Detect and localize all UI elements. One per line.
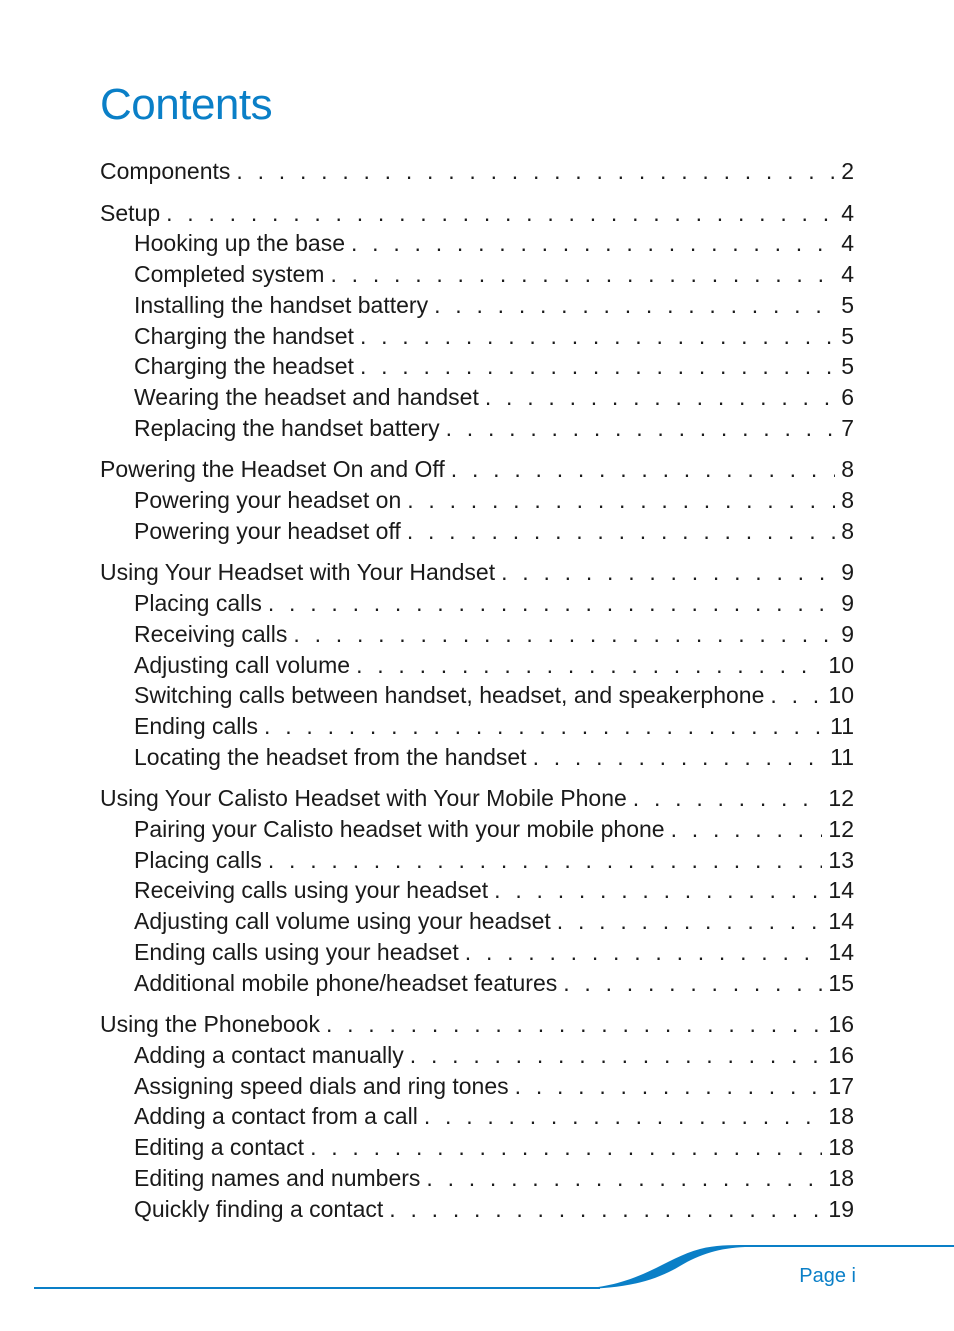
- toc-entry-label: Setup: [100, 199, 161, 226]
- toc-subentry-page: 4: [841, 261, 854, 288]
- dot-leader: [360, 351, 835, 382]
- dot-leader: [485, 382, 835, 413]
- toc-subentry[interactable]: [100, 906, 854, 937]
- dot-leader: [633, 783, 823, 814]
- toc-subentry-page: 10: [828, 682, 854, 709]
- page-number: Page i: [799, 1265, 856, 1287]
- toc-subentry-label: Switching calls between handset, headset, and speakerphone: [134, 682, 765, 709]
- dot-leader: [434, 290, 835, 321]
- toc-subentry-page: 15: [828, 969, 854, 996]
- dot-leader: [351, 228, 835, 259]
- toc-subentry-label: Completed system: [134, 261, 325, 288]
- toc-subentry-page: 18: [828, 1164, 854, 1191]
- toc-entry[interactable]: [100, 557, 854, 588]
- toc-subentry-label: Powering your headset off: [134, 517, 401, 544]
- dot-leader: [166, 198, 835, 229]
- dot-leader: [326, 1009, 822, 1040]
- dot-leader: [407, 516, 835, 547]
- toc-entry-label: Components: [100, 158, 231, 184]
- toc-entry-label: Using Your Headset with Your Handset: [100, 559, 496, 586]
- toc-subentry-label: Installing the handset battery: [134, 291, 429, 318]
- dot-leader: [268, 588, 835, 619]
- toc-subentry[interactable]: [100, 814, 854, 845]
- toc-subentry-page: 5: [841, 322, 854, 349]
- toc-subentry[interactable]: [100, 228, 854, 259]
- toc-subentry-page: 8: [841, 487, 854, 514]
- dot-leader: [410, 1040, 823, 1071]
- toc-subentry-page: 9: [841, 620, 854, 647]
- dot-leader: [236, 156, 835, 187]
- toc-subentry-page: 7: [841, 414, 854, 441]
- toc-section: [100, 454, 854, 546]
- toc-subentry-label: Editing names and numbers: [134, 1164, 421, 1191]
- toc-subentry-label: Adding a contact manually: [134, 1041, 404, 1068]
- toc-subentry[interactable]: [100, 742, 854, 773]
- toc-subentry-label: Locating the headset from the handset: [134, 743, 527, 770]
- toc-subentry-page: 18: [828, 1134, 854, 1161]
- toc-subentry-label: Assigning speed dials and ring tones: [134, 1072, 509, 1099]
- toc-subentry[interactable]: [100, 1194, 854, 1225]
- toc-subentry-page: 16: [828, 1041, 854, 1068]
- toc-subentry-label: Pairing your Calisto headset with your mobile phone: [134, 816, 665, 843]
- toc-subentry-label: Placing calls: [134, 590, 262, 617]
- toc-subentry-page: 9: [841, 590, 854, 617]
- toc-subentry-page: 19: [828, 1195, 854, 1222]
- toc-entry-label: Using Your Calisto Headset with Your Mobile Phone: [100, 785, 627, 812]
- toc-subentry-page: 5: [841, 291, 854, 318]
- toc-entry-page: 8: [841, 456, 854, 483]
- toc-subentry[interactable]: [100, 321, 854, 352]
- toc-subentry-page: 13: [828, 846, 854, 873]
- toc-subentry-label: Quickly finding a contact: [134, 1195, 384, 1222]
- toc-subentry-page: 6: [841, 383, 854, 410]
- toc-subentry[interactable]: [100, 845, 854, 876]
- dot-leader: [310, 1132, 822, 1163]
- toc-entry[interactable]: [100, 1009, 854, 1040]
- toc-subentry[interactable]: [100, 516, 854, 547]
- dot-leader: [770, 680, 822, 711]
- toc-subentry[interactable]: [100, 259, 854, 290]
- toc-entry-label: Using the Phonebook: [100, 1011, 320, 1038]
- toc-subentry-label: Charging the handset: [134, 322, 354, 349]
- dot-leader: [494, 875, 822, 906]
- toc-subentry-page: 12: [828, 816, 854, 843]
- toc-entry[interactable]: [100, 454, 854, 485]
- dot-leader: [360, 321, 835, 352]
- toc-entry-page: 16: [828, 1011, 854, 1038]
- toc-subentry-label: Replacing the handset battery: [134, 414, 440, 441]
- toc-subentry[interactable]: [100, 875, 854, 906]
- toc-subentry[interactable]: [100, 937, 854, 968]
- toc-subentry[interactable]: [100, 588, 854, 619]
- dot-leader: [426, 1163, 822, 1194]
- toc-subentry-label: Hooking up the base: [134, 230, 345, 257]
- toc-subentry-page: 11: [830, 712, 854, 739]
- toc-entry[interactable]: [100, 198, 854, 229]
- dot-leader: [557, 906, 823, 937]
- toc-subentry-label: Ending calls: [134, 712, 259, 739]
- dot-leader: [451, 454, 835, 485]
- dot-leader: [293, 619, 835, 650]
- toc-subentry-label: Editing a contact: [134, 1134, 305, 1161]
- toc-subentry-page: 11: [830, 743, 854, 770]
- dot-leader: [407, 485, 835, 516]
- dot-leader: [533, 742, 825, 773]
- toc-subentry-label: Receiving calls: [134, 620, 288, 647]
- toc-section: [100, 557, 854, 772]
- table-of-contents: [100, 156, 854, 1235]
- toc-subentry-page: 10: [828, 651, 854, 678]
- toc-subentry-label: Charging the headset: [134, 353, 354, 380]
- dot-leader: [671, 814, 823, 845]
- toc-subentry-page: 17: [828, 1072, 854, 1099]
- dot-leader: [515, 1071, 823, 1102]
- dot-leader: [268, 845, 823, 876]
- toc-subentry-label: Powering your headset on: [134, 487, 402, 514]
- toc-subentry-label: Placing calls: [134, 846, 262, 873]
- dot-leader: [356, 650, 822, 681]
- dot-leader: [465, 937, 823, 968]
- toc-subentry-page: 18: [828, 1103, 854, 1130]
- page-title: Contents: [100, 80, 273, 129]
- toc-subentry[interactable]: [100, 1040, 854, 1071]
- toc-subentry[interactable]: [100, 1101, 854, 1132]
- dot-leader: [389, 1194, 822, 1225]
- toc-subentry-page: 4: [841, 230, 854, 257]
- toc-subentry-page: 14: [828, 877, 854, 904]
- dot-leader: [330, 259, 835, 290]
- toc-subentry[interactable]: [100, 968, 854, 999]
- toc-subentry-page: 14: [828, 908, 854, 935]
- toc-subentry-page: 8: [841, 517, 854, 544]
- toc-entry-page: 4: [841, 199, 854, 226]
- dot-leader: [264, 711, 824, 742]
- toc-subentry-label: Adjusting call volume using your headset: [134, 908, 551, 935]
- toc-subentry[interactable]: [100, 711, 854, 742]
- toc-section: [100, 156, 854, 187]
- toc-subentry-label: Wearing the headset and handset: [134, 383, 479, 410]
- toc-subentry[interactable]: [100, 1132, 854, 1163]
- toc-entry-page: 2: [841, 158, 854, 184]
- dot-leader: [424, 1101, 823, 1132]
- toc-entry[interactable]: [100, 783, 854, 814]
- toc-subentry[interactable]: [100, 1071, 854, 1102]
- toc-subentry[interactable]: [100, 1163, 854, 1194]
- toc-subentry-label: Receiving calls using your headset: [134, 877, 489, 904]
- toc-section: [100, 198, 854, 444]
- dot-leader: [501, 557, 835, 588]
- toc-subentry-label: Ending calls using your headset: [134, 938, 459, 965]
- toc-section: [100, 783, 854, 998]
- toc-subentry-page: 5: [841, 353, 854, 380]
- toc-entry-page: 12: [828, 785, 854, 812]
- dot-leader: [446, 413, 836, 444]
- toc-subentry[interactable]: [100, 351, 854, 382]
- toc-subentry[interactable]: [100, 650, 854, 681]
- toc-subentry[interactable]: [100, 619, 854, 650]
- toc-subentry-label: Additional mobile phone/headset features: [134, 969, 558, 996]
- toc-entry-label: Powering the Headset On and Off: [100, 456, 445, 483]
- toc-subentry-label: Adjusting call volume: [134, 651, 351, 678]
- toc-subentry[interactable]: [100, 485, 854, 516]
- toc-subentry[interactable]: [100, 382, 854, 413]
- toc-subentry-page: 14: [828, 938, 854, 965]
- toc-subentry[interactable]: [100, 290, 854, 321]
- toc-subentry[interactable]: [100, 680, 854, 711]
- toc-section: [100, 1009, 854, 1224]
- dot-leader: [563, 968, 822, 999]
- toc-entry-page: 9: [841, 559, 854, 586]
- toc-entry[interactable]: [100, 156, 854, 187]
- toc-subentry-label: Adding a contact from a call: [134, 1103, 418, 1130]
- toc-subentry[interactable]: [100, 413, 854, 444]
